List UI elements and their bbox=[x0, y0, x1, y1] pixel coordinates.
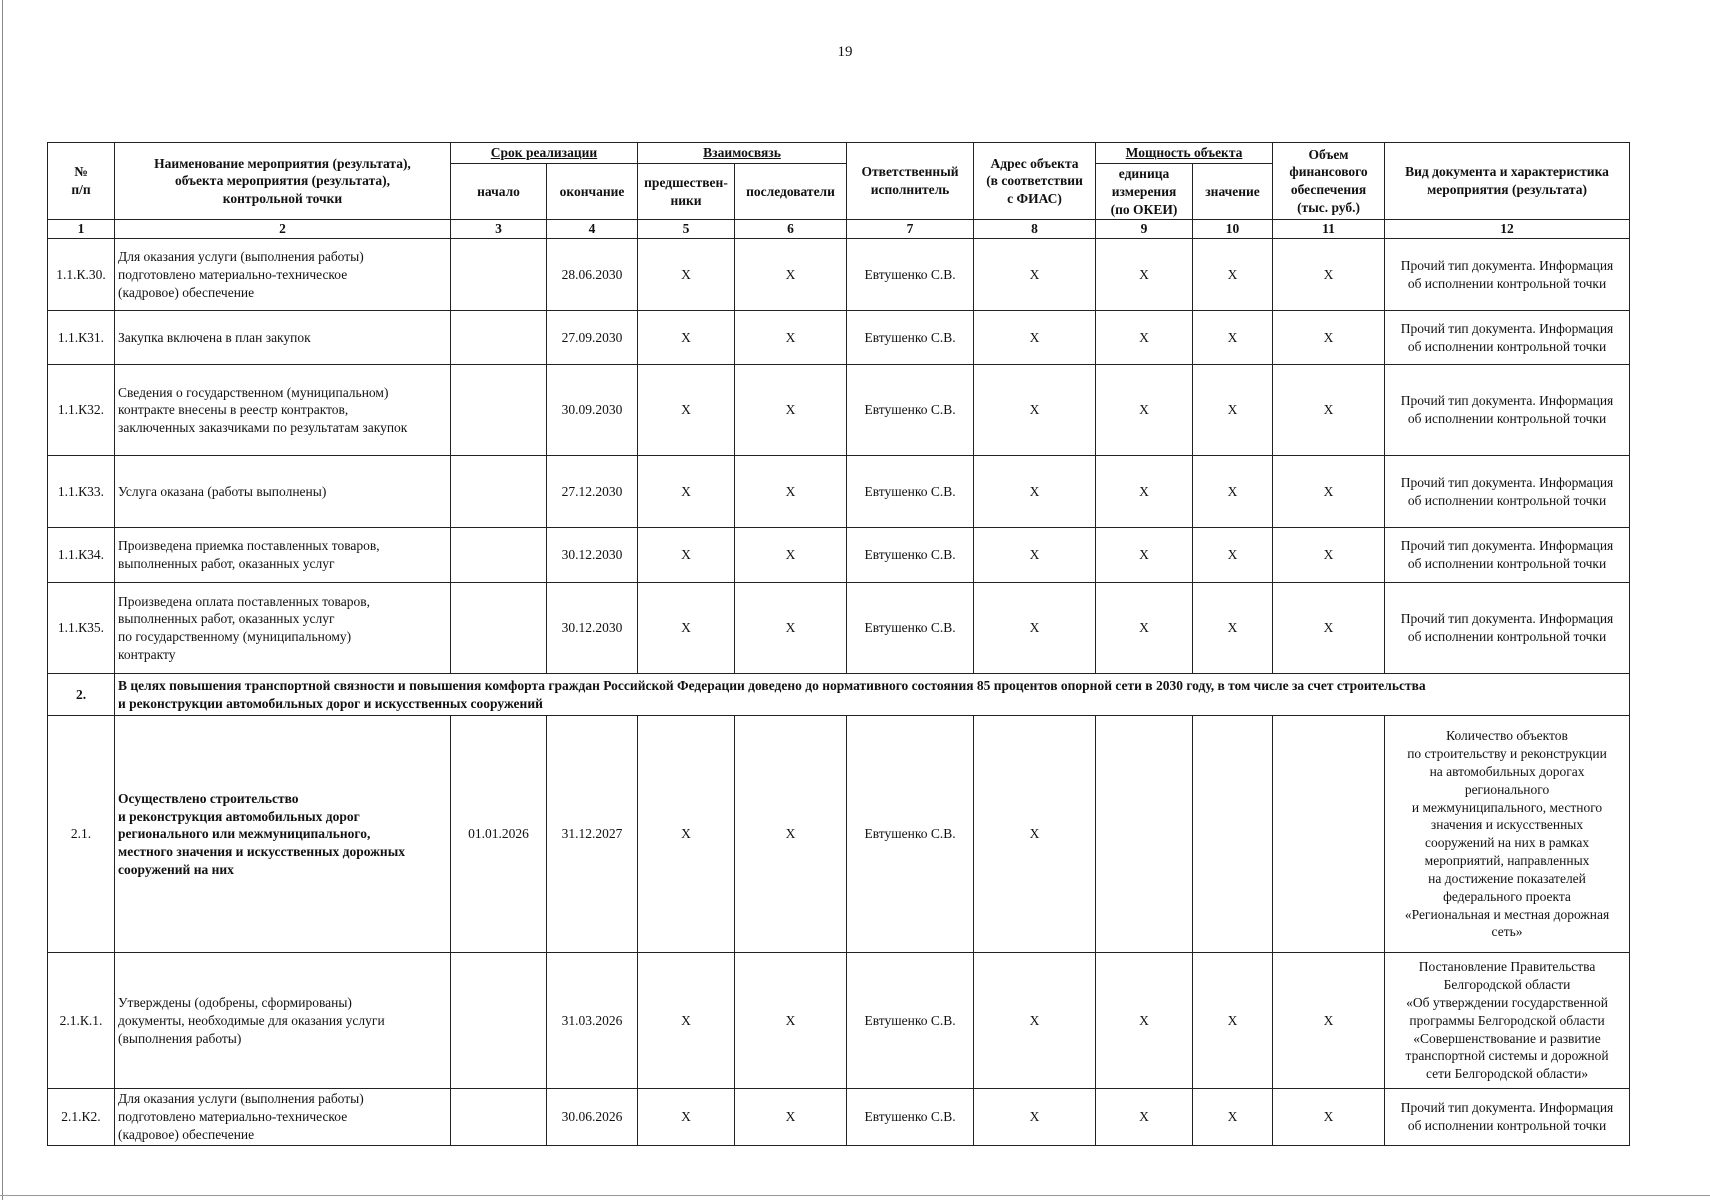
row-volume bbox=[1273, 716, 1385, 953]
row-doc: Прочий тип документа. Информация об исполнении контрольной точки bbox=[1385, 239, 1630, 311]
header-capacity bbox=[1096, 143, 1273, 164]
row-end: 30.12.2030 bbox=[547, 583, 638, 674]
table-row bbox=[48, 583, 1630, 674]
row-next: X bbox=[735, 239, 847, 311]
row-name: Закупка включена в план закупок bbox=[115, 311, 451, 365]
col-number-7: 7 bbox=[847, 220, 974, 239]
row-responsible: Евтушенко С.В. bbox=[847, 1089, 974, 1145]
section-title: В целях повышения транспортной связности и повышения комфорта граждан Российской Федерации доведено до нормативного состояния 85 процентов опорной сети в 2030 году, в том числе за счет строительства и реконструкции автомобильных дорог и искусственных сооружений bbox=[115, 674, 1630, 716]
col-number-10: 10 bbox=[1193, 220, 1273, 239]
row-prev: X bbox=[638, 456, 735, 528]
page-number: 19 bbox=[837, 44, 853, 60]
row-doc: Прочий тип документа. Информация об исполнении контрольной точки bbox=[1385, 456, 1630, 528]
row-id: 2.1.К.1. bbox=[48, 953, 115, 1089]
header-capacity-label: Мощность объекта bbox=[1125, 145, 1243, 161]
row-value: X bbox=[1193, 583, 1273, 674]
row-id: 1.1.К31. bbox=[48, 311, 115, 365]
row-responsible: Евтушенко С.В. bbox=[847, 716, 974, 953]
row-prev: X bbox=[638, 716, 735, 953]
row-doc: Прочий тип документа. Информация об исполнении контрольной точки bbox=[1385, 528, 1630, 583]
row-volume: X bbox=[1273, 365, 1385, 456]
header-volume: Объем финансового обеспечения (тыс. руб.) bbox=[1273, 143, 1385, 220]
table-row bbox=[48, 456, 1630, 528]
row-unit bbox=[1096, 716, 1193, 953]
row-name: Осуществлено строительство и реконструкция автомобильных дорог регионального или межмуниципального, местного значения и искусственных дорожных сооружений на них bbox=[115, 716, 451, 953]
col-number-1: 1 bbox=[48, 220, 115, 239]
col-number-2: 2 bbox=[115, 220, 451, 239]
row-name: Услуга оказана (работы выполнены) bbox=[115, 456, 451, 528]
row-responsible: Евтушенко С.В. bbox=[847, 583, 974, 674]
header-period-label: Срок реализации bbox=[490, 145, 598, 161]
row-address: X bbox=[974, 365, 1096, 456]
row-id: 1.1.К32. bbox=[48, 365, 115, 456]
row-volume: X bbox=[1273, 456, 1385, 528]
row-responsible: Евтушенко С.В. bbox=[847, 239, 974, 311]
table-row bbox=[48, 528, 1630, 583]
header-doc: Вид документа и характеристика мероприятия (результата) bbox=[1385, 143, 1630, 220]
row-unit: X bbox=[1096, 365, 1193, 456]
row-responsible: Евтушенко С.В. bbox=[847, 528, 974, 583]
row-id: 2.1.К2. bbox=[48, 1089, 115, 1145]
row-value bbox=[1193, 716, 1273, 953]
table-row bbox=[48, 953, 1630, 1089]
row-volume: X bbox=[1273, 1089, 1385, 1145]
row-volume: X bbox=[1273, 528, 1385, 583]
row-id: 1.1.К34. bbox=[48, 528, 115, 583]
col-number-6: 6 bbox=[735, 220, 847, 239]
row-prev: X bbox=[638, 1089, 735, 1145]
table-row bbox=[48, 716, 1630, 953]
row-address: X bbox=[974, 953, 1096, 1089]
col-number-11: 11 bbox=[1273, 220, 1385, 239]
row-next: X bbox=[735, 716, 847, 953]
row-doc: Количество объектов по строительству и реконструкции на автомобильных дорогах регионального и межмуниципального, местного значения и искусственных сооружений на них в рамках мероприятий, направленных на достижение показателей федерального проекта «Региональная и местная дорожная сеть» bbox=[1385, 716, 1630, 953]
row-doc: Постановление Правительства Белгородской области «Об утверждении государственной программы Белгородской области «Совершенствование и развитие транспортной системы и дорожной сети Белгородской области» bbox=[1385, 953, 1630, 1089]
row-start bbox=[451, 365, 547, 456]
row-end: 31.12.2027 bbox=[547, 716, 638, 953]
col-number-4: 4 bbox=[547, 220, 638, 239]
row-address: X bbox=[974, 528, 1096, 583]
row-prev: X bbox=[638, 583, 735, 674]
row-responsible: Евтушенко С.В. bbox=[847, 311, 974, 365]
row-start bbox=[451, 239, 547, 311]
row-next: X bbox=[735, 953, 847, 1089]
row-volume: X bbox=[1273, 953, 1385, 1089]
header-address: Адрес объекта (в соответствии с ФИАС) bbox=[974, 143, 1096, 220]
row-doc: Прочий тип документа. Информация об исполнении контрольной точки bbox=[1385, 1089, 1630, 1145]
row-address: X bbox=[974, 1089, 1096, 1145]
row-doc: Прочий тип документа. Информация об исполнении контрольной точки bbox=[1385, 311, 1630, 365]
row-id: 2.1. bbox=[48, 716, 115, 953]
row-volume: X bbox=[1273, 583, 1385, 674]
row-unit: X bbox=[1096, 953, 1193, 1089]
row-prev: X bbox=[638, 528, 735, 583]
row-next: X bbox=[735, 528, 847, 583]
row-unit: X bbox=[1096, 311, 1193, 365]
scan-edge-bottom bbox=[0, 1195, 1710, 1196]
row-unit: X bbox=[1096, 456, 1193, 528]
header-unit: единица измерения (по ОКЕИ) bbox=[1096, 164, 1193, 220]
row-next: X bbox=[735, 365, 847, 456]
table-row bbox=[48, 311, 1630, 365]
row-id: 1.1.К33. bbox=[48, 456, 115, 528]
row-end: 28.06.2030 bbox=[547, 239, 638, 311]
row-value: X bbox=[1193, 456, 1273, 528]
row-value: X bbox=[1193, 953, 1273, 1089]
row-end: 31.03.2026 bbox=[547, 953, 638, 1089]
row-start bbox=[451, 528, 547, 583]
row-doc: Прочий тип документа. Информация об исполнении контрольной точки bbox=[1385, 365, 1630, 456]
row-address: X bbox=[974, 456, 1096, 528]
plan-table bbox=[47, 142, 1630, 1146]
row-end: 30.12.2030 bbox=[547, 528, 638, 583]
col-number-5: 5 bbox=[638, 220, 735, 239]
row-value: X bbox=[1193, 239, 1273, 311]
header-next: последователи bbox=[735, 164, 847, 220]
row-unit: X bbox=[1096, 528, 1193, 583]
row-prev: X bbox=[638, 953, 735, 1089]
row-doc: Прочий тип документа. Информация об исполнении контрольной точки bbox=[1385, 583, 1630, 674]
row-address: X bbox=[974, 311, 1096, 365]
row-next: X bbox=[735, 456, 847, 528]
row-name: Произведена оплата поставленных товаров, выполненных работ, оказанных услуг по государственному (муниципальному) контракту bbox=[115, 583, 451, 674]
row-volume: X bbox=[1273, 311, 1385, 365]
row-value: X bbox=[1193, 1089, 1273, 1145]
row-start: 01.01.2026 bbox=[451, 716, 547, 953]
col-number-9: 9 bbox=[1096, 220, 1193, 239]
table-row bbox=[48, 1089, 1630, 1145]
header-name: Наименование мероприятия (результата), объекта мероприятия (результата), контрольной точки bbox=[115, 143, 451, 220]
row-start bbox=[451, 583, 547, 674]
row-responsible: Евтушенко С.В. bbox=[847, 953, 974, 1089]
row-next: X bbox=[735, 311, 847, 365]
row-unit: X bbox=[1096, 1089, 1193, 1145]
header-link-label: Взаимосвязь bbox=[703, 145, 781, 161]
col-number-12: 12 bbox=[1385, 220, 1630, 239]
row-start bbox=[451, 456, 547, 528]
col-number-3: 3 bbox=[451, 220, 547, 239]
header-end: окончание bbox=[547, 164, 638, 220]
row-prev: X bbox=[638, 311, 735, 365]
row-value: X bbox=[1193, 528, 1273, 583]
row-name: Для оказания услуги (выполнения работы) подготовлено материально-техническое (кадровое) обеспечение bbox=[115, 1089, 451, 1145]
row-end: 27.12.2030 bbox=[547, 456, 638, 528]
row-unit: X bbox=[1096, 239, 1193, 311]
header-responsible: Ответственный исполнитель bbox=[847, 143, 974, 220]
header-period bbox=[451, 143, 638, 164]
section-id: 2. bbox=[48, 674, 115, 716]
scan-edge-left bbox=[2, 0, 3, 1200]
row-prev: X bbox=[638, 365, 735, 456]
row-value: X bbox=[1193, 365, 1273, 456]
row-address: X bbox=[974, 239, 1096, 311]
table-row bbox=[48, 239, 1630, 311]
section-row bbox=[48, 674, 1630, 716]
row-address: X bbox=[974, 716, 1096, 953]
row-responsible: Евтушенко С.В. bbox=[847, 365, 974, 456]
header-start: начало bbox=[451, 164, 547, 220]
header-number: № п/п bbox=[48, 143, 115, 220]
header-link bbox=[638, 143, 847, 164]
table-row bbox=[48, 365, 1630, 456]
row-id: 1.1.К.30. bbox=[48, 239, 115, 311]
row-address: X bbox=[974, 583, 1096, 674]
row-next: X bbox=[735, 1089, 847, 1145]
row-end: 30.09.2030 bbox=[547, 365, 638, 456]
row-responsible: Евтушенко С.В. bbox=[847, 456, 974, 528]
row-name: Утверждены (одобрены, сформированы) документы, необходимые для оказания услуги (выполнения работы) bbox=[115, 953, 451, 1089]
row-start bbox=[451, 1089, 547, 1145]
row-end: 27.09.2030 bbox=[547, 311, 638, 365]
row-start bbox=[451, 953, 547, 1089]
row-id: 1.1.К35. bbox=[48, 583, 115, 674]
header-prev: предшествен- ники bbox=[638, 164, 735, 220]
row-start bbox=[451, 311, 547, 365]
row-prev: X bbox=[638, 239, 735, 311]
col-number-8: 8 bbox=[974, 220, 1096, 239]
row-name: Сведения о государственном (муниципальном) контракте внесены в реестр контрактов, заключенных заказчиками по результатам закупок bbox=[115, 365, 451, 456]
header-value: значение bbox=[1193, 164, 1273, 220]
row-value: X bbox=[1193, 311, 1273, 365]
row-unit: X bbox=[1096, 583, 1193, 674]
row-name: Для оказания услуги (выполнения работы) подготовлено материально-техническое (кадровое) обеспечение bbox=[115, 239, 451, 311]
row-name: Произведена приемка поставленных товаров, выполненных работ, оказанных услуг bbox=[115, 528, 451, 583]
row-next: X bbox=[735, 583, 847, 674]
row-volume: X bbox=[1273, 239, 1385, 311]
row-end: 30.06.2026 bbox=[547, 1089, 638, 1145]
